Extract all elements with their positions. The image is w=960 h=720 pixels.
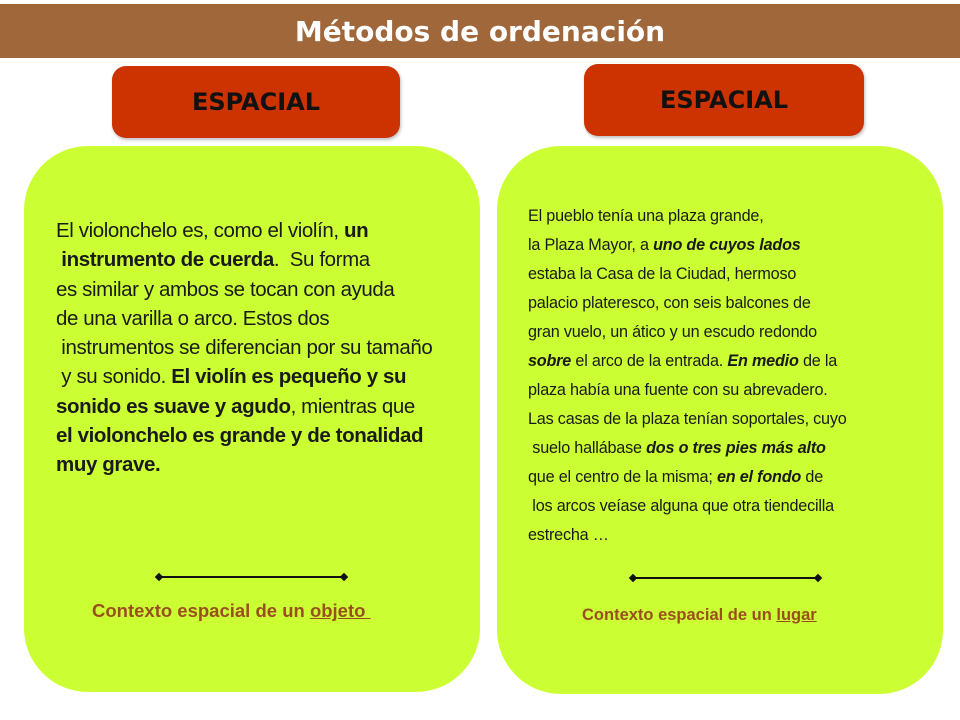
page-title: Métodos de ordenación [294,14,666,48]
text-run: El pueblo tenía una plaza grande, [528,207,764,225]
text-run: es similar y ambos se tocan con ayuda [56,277,395,301]
text-line [528,405,948,434]
text-run: estrecha … [528,526,609,544]
text-line [56,304,486,333]
text-line [528,202,948,231]
text-run: y su sonido. [56,365,172,389]
caption-prefix: Contexto espacial de un [582,606,777,624]
pueblo-paragraph [528,202,948,550]
text-line [56,392,486,421]
object-context-caption [92,600,371,622]
text-run: . Su forma [273,248,370,272]
text-run: Las casas de la plaza tenían soportales, cuyo [528,410,847,428]
text-line [528,318,948,347]
text-run: de la [798,352,838,370]
text-line [528,376,948,405]
caption-prefix: Contexto espacial de un [92,600,310,621]
text-run: la Plaza Mayor, a [528,236,654,254]
emphasized-text: dos o tres pies más alto [646,439,826,457]
text-run: instrumentos se diferencian por su tamaño [56,336,433,360]
emphasized-text: sobre [528,352,572,370]
espacial-button-right[interactable]: ESPACIAL [584,64,864,136]
divider-connector [159,576,344,578]
place-context-caption [582,606,817,625]
text-run: El violonchelo es, como el violín, [56,219,344,242]
text-line [56,275,486,304]
text-run: de [801,468,823,486]
emphasized-text: uno de cuyos lados [653,236,801,254]
text-line [528,260,948,289]
text-run: suelo hallábase [528,439,647,457]
text-line [528,492,948,521]
objeto-link[interactable]: objeto [309,600,371,621]
violonchelo-paragraph [56,216,486,480]
text-line [528,434,948,463]
text-line [528,347,948,376]
emphasized-text: El violín es pequeño y su [171,365,407,389]
text-run: los arcos veíase alguna que otra tiendecilla [528,497,834,515]
text-run: palacio plateresco, con seis balcones de [528,294,811,312]
emphasized-text: el violonchelo es grande y de tonalidad [56,424,424,448]
emphasized-text: un [343,219,369,242]
espacial-button-left[interactable]: ESPACIAL [112,66,400,138]
lugar-link[interactable]: lugar [776,606,817,624]
text-line [528,231,948,260]
text-run: , mientras que [290,394,415,418]
emphasized-text: instrumento de cuerda [56,248,274,272]
text-run: estaba la Casa de la Ciudad, hermoso [528,265,797,283]
object-context-panel [24,146,480,692]
text-run: plaza había una fuente con su abrevadero. [528,381,828,399]
divider-connector [633,577,818,579]
emphasized-text: en el fondo [716,468,802,486]
text-line [56,216,486,245]
emphasized-text: muy grave. [56,453,161,477]
text-line [56,450,486,479]
text-line [56,333,486,362]
text-run: de una varilla o arco. Estos dos [56,306,330,330]
emphasized-text: En medio [727,352,799,370]
text-line [56,245,486,274]
text-line [56,421,486,450]
title-bar [0,4,960,58]
text-run: gran vuelo, un ático y un escudo redondo [528,323,817,341]
text-run: que el centro de la misma; [528,468,717,486]
text-line [528,289,948,318]
text-line [528,463,948,492]
text-line [56,362,486,391]
place-context-panel [497,146,943,694]
text-line [528,521,948,550]
text-run: el arco de la entrada. [571,352,728,370]
emphasized-text: sonido es suave y agudo [56,394,291,418]
